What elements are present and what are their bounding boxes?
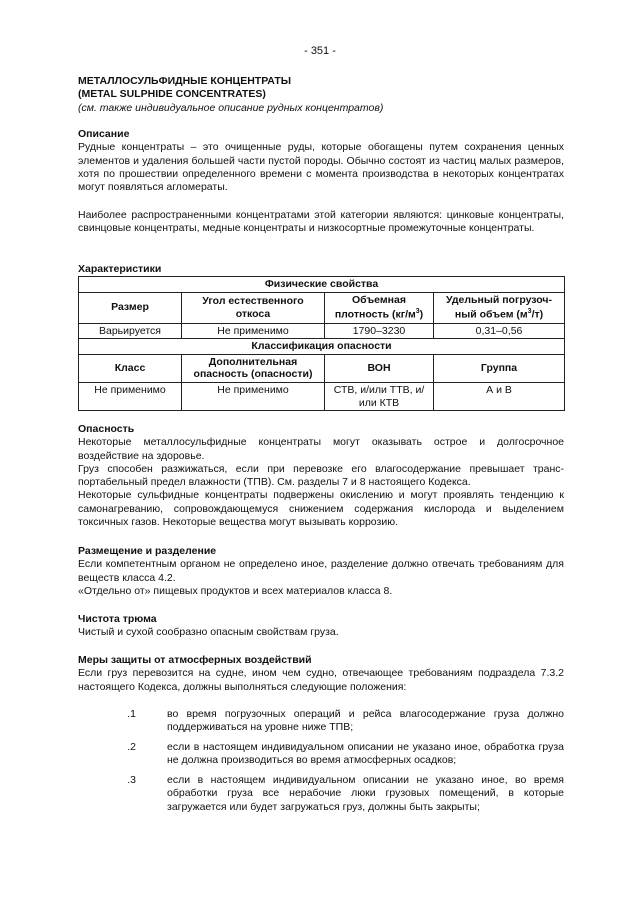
header-stowage-factor: Удельный погрузочный объем $(м^3/т)$ <box>434 292 565 323</box>
title-ru: МЕТАЛЛОСУЛЬФИДНЫЕ КОНЦЕНТРАТЫ <box>78 75 292 87</box>
characteristics-heading: Характеристики <box>78 263 162 275</box>
value-mhb: СТВ, и/или ТТВ, и/или КТВ <box>325 382 434 410</box>
header-angle: Угол естественного откоса <box>182 292 325 323</box>
header-size: Размер <box>79 292 182 323</box>
cleanliness-heading: Чистота трюма <box>78 613 157 625</box>
list-item-number: .1 <box>127 708 136 720</box>
list-item-number: .2 <box>127 741 136 753</box>
hazard-paragraph-3: Некоторые сульфидные концентраты подвержены окислению и могут проявлять тенденцию к самонагреванию, сопровождающемуся снижением содержания кислорода и выделением токсичных газов. Некоторые вещества могут вызывать коррозию. <box>78 489 564 529</box>
stowage-heading: Размещение и разделение <box>78 545 217 557</box>
stowage-paragraph-2: «Отдельно от» пищевых продуктов и всех материалов класса 8. <box>78 584 393 597</box>
stowage-section <box>78 545 564 598</box>
header-density: Объемная плотность $(кг/м^3)$ <box>325 292 434 323</box>
title-en: (METAL SULPHIDE CONCENTRATES) <box>78 88 266 101</box>
hazard-heading: Опасность <box>78 423 135 435</box>
value-class: Не применимо <box>79 382 182 410</box>
page-number: - 351 - <box>304 45 336 57</box>
properties-table <box>78 276 565 411</box>
list-item-text: если в настоящем индивидуальном описании не указано иное, обработка груза не должна производиться во время атмосферных осадков; <box>167 741 564 767</box>
description-heading: Описание <box>78 128 130 140</box>
hazard-paragraph-1: Некоторые металлосульфидные концентраты могут оказывать острое и долгосрочное воздействие на здоровье. <box>78 436 564 462</box>
value-size: Варьируется <box>79 323 182 339</box>
description-paragraph-2: Наиболее распространенными концентратами этой категории являются: цинковые концентраты, свинцовые концентраты, медные концентраты и низкосортные промежуточные концентраты. <box>78 209 564 235</box>
cleanliness-section <box>78 613 564 640</box>
list-item-number: .3 <box>127 774 136 786</box>
physical-properties-title: Физические свойства <box>79 277 565 293</box>
title-block <box>78 75 564 115</box>
description-section <box>78 128 564 194</box>
header-mhb: ВОН <box>325 354 434 382</box>
header-subsidiary-risk: Дополнительная опасность (опасности) <box>182 354 325 382</box>
value-density: 1790–3230 <box>325 323 434 339</box>
description-section-2 <box>78 209 564 236</box>
weather-heading: Меры защиты от атмосферных воздействий <box>78 654 312 666</box>
list-item-text: если в настоящем индивидуальном описании не указано иное, во время обработки груза все нерабочие люки грузовых помещений, в которые загружается или будет загружаться груз, должны быть закрыты; <box>167 774 564 813</box>
value-subsidiary-risk: Не применимо <box>182 382 325 410</box>
value-angle: Не применимо <box>182 323 325 339</box>
stowage-paragraph-1: Если компетентным органом не определено иное, разделение должно отвечать требованиям для веществ класса 4.2. <box>78 558 564 584</box>
description-paragraph-1: Рудные концентраты – это очищенные руды, которые обогащены путем сохранения ценных элементов и удаления большей части пустой породы. Обычно состоят из частиц малых размеров, хотя по прошествии определенного времени с момента производства в некоторых концентратах могут появляться агломераты. <box>78 141 564 194</box>
characteristics-section <box>78 263 564 411</box>
cleanliness-paragraph-1: Чистый и сухой сообразно опасным свойствам груза. <box>78 626 339 639</box>
hazard-paragraph-2: Груз способен разжижаться, если при перевозке его влагосодержание превышает транспортабельный предел влажности (ТПВ). См. разделы 7 и 8 настоящего Кодекса. <box>78 462 564 489</box>
header-class: Класс <box>79 354 182 382</box>
header-group: Группа <box>434 354 565 382</box>
list-item-text: во время погрузочных операций и рейса влагосодержание груза должно поддерживаться на уровне ниже ТПВ; <box>167 708 564 734</box>
weather-section <box>78 654 564 694</box>
value-group: А и В <box>434 382 565 410</box>
hazard-classification-title: Классификация опасности <box>79 339 565 355</box>
title-note: (см. также индивидуальное описание рудных концентратов) <box>78 101 384 114</box>
weather-paragraph-1: Если груз перевозится на судне, ином чем судно, отвечающее требованиям подраздела 7.3.2 настоящего Кодекса, должны выполняться следующие положения: <box>78 667 564 693</box>
value-stowage-factor: 0,31–0,56 <box>434 323 565 339</box>
hazard-section <box>78 423 564 529</box>
